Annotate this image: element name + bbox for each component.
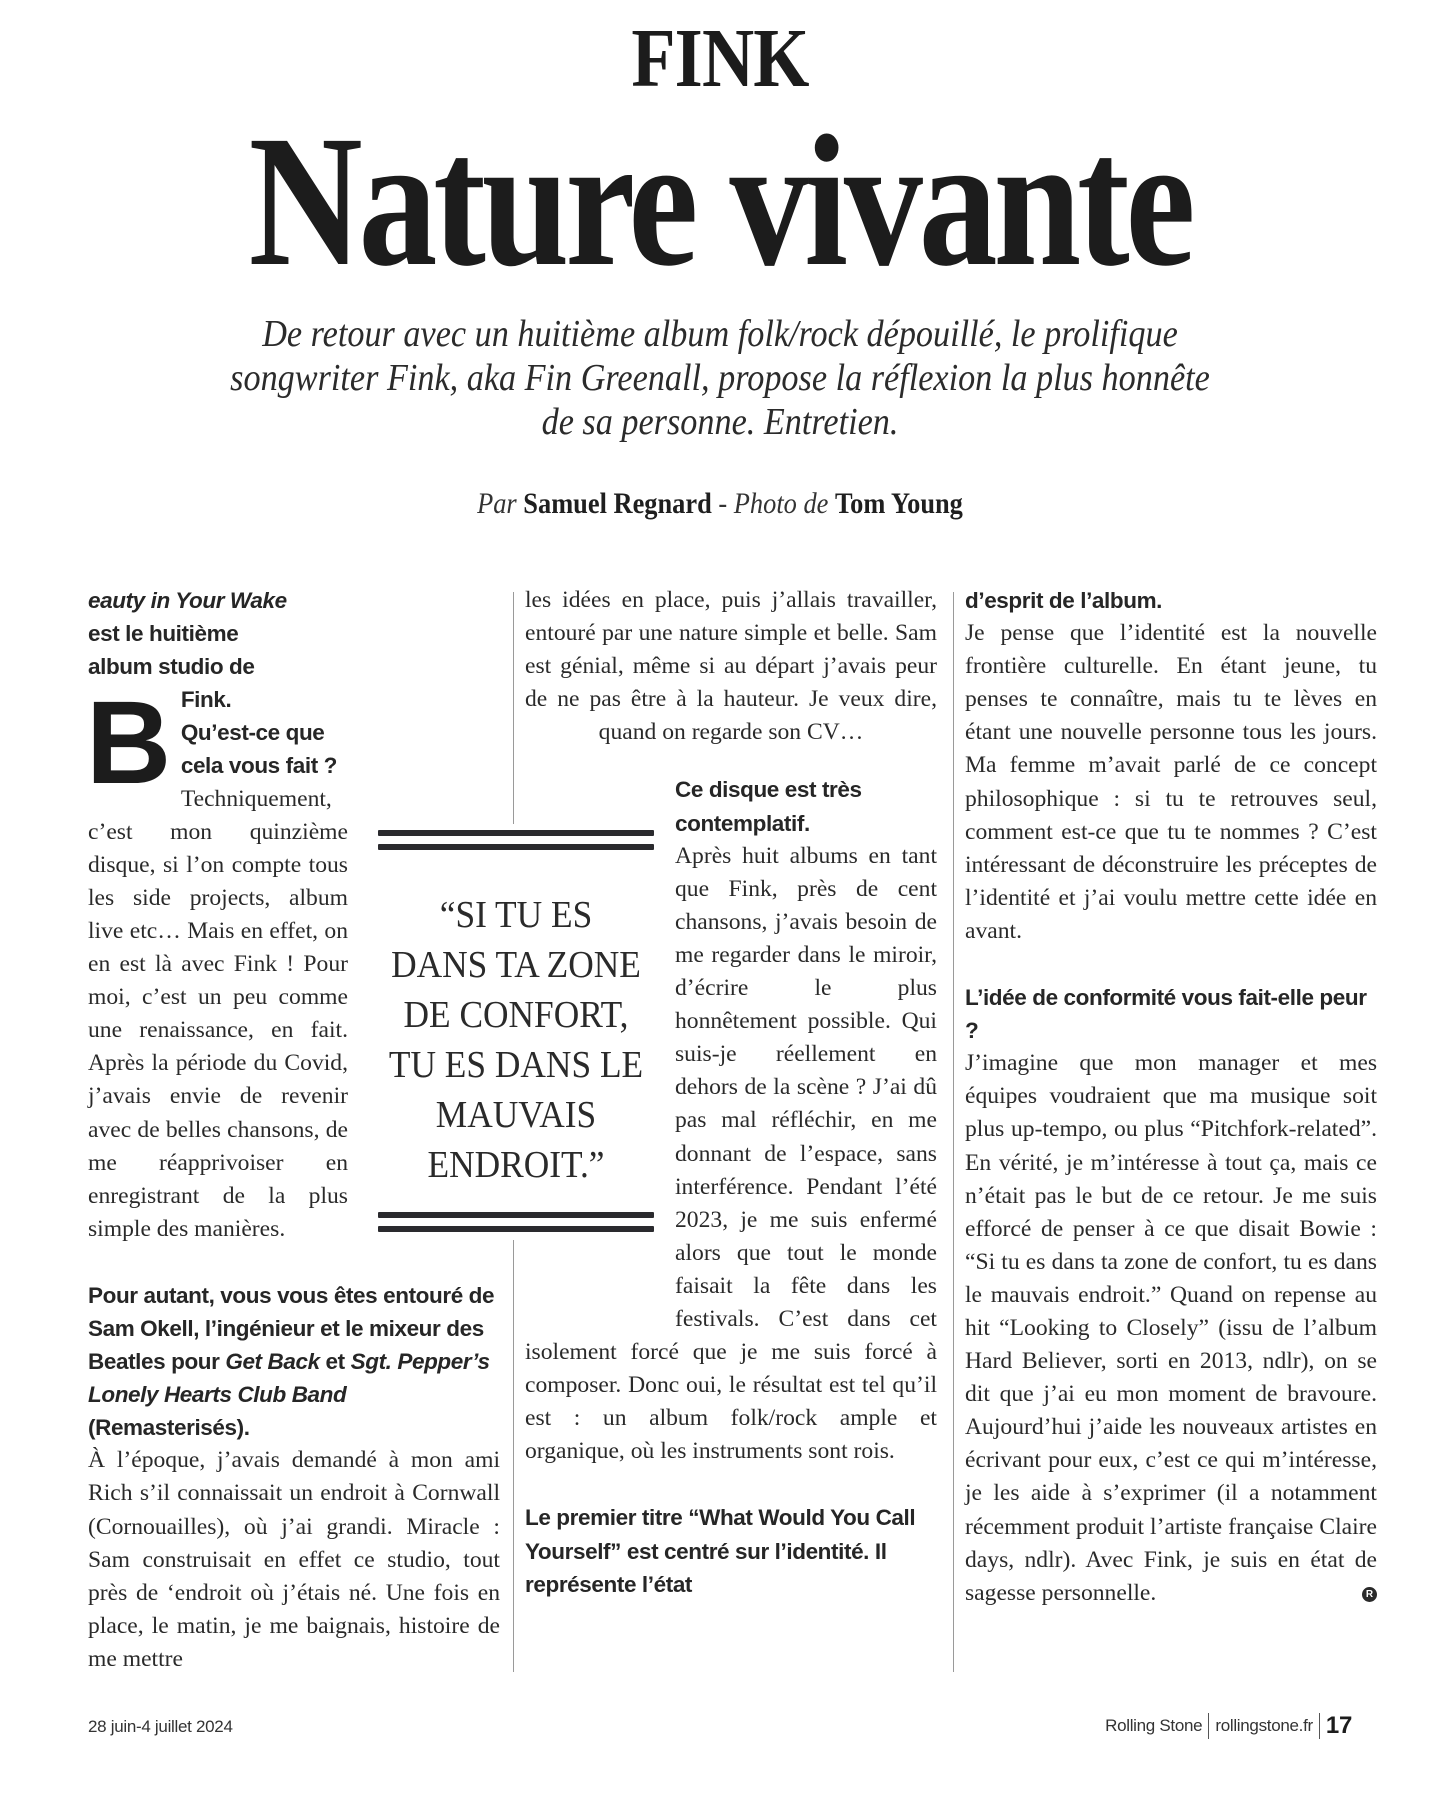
question-2: Pour autant, vous vous êtes entouré de Sam Okell, l’ingénieur et le mixeur des Beatles pour Get Back et Sgt. Pepper’s Lonely Hearts Club Band (Remasterisés). bbox=[88, 1282, 495, 1441]
album-title: eauty in Your Wake bbox=[88, 588, 287, 613]
end-of-article-icon: R bbox=[1362, 1587, 1377, 1602]
folio-separator bbox=[1208, 1713, 1209, 1739]
drop-cap: B bbox=[86, 677, 171, 809]
byline-photo-label: Photo de bbox=[733, 487, 829, 520]
answer-3: Après huit albums en tant que Fink, près de cent chansons, j’avais besoin de me regarder dans le miroir, d’écrire le plus honnêtement possible. Qui suis-je réellement en dehors de la scène ? J’ai dû pas mal réfléchir, en me donnant de l’espace, sans interférence. Pendant l’été 2023, je me suis enfermé alors que tout le monde faisait la fête dans les festivals. C’est dans cet isolement forcé que je me suis forcé à composer. Donc oui, le résultat est tel qu’il est : un album folk/rock ample et organique, où les instruments sont rois. bbox=[525, 842, 937, 1465]
byline-author: Samuel Regnard bbox=[523, 487, 712, 520]
kicker-artist-name: FINK bbox=[631, 12, 809, 105]
issue-date: 28 juin-4 juillet 2024 bbox=[88, 1717, 233, 1736]
folio bbox=[1105, 1712, 1352, 1740]
pull-quote-text: “SI TU ES DANS TA ZONE DE CONFORT, TU ES DANS LE MAUVAIS ENDROIT.” bbox=[388, 894, 644, 1186]
column-divider-1-top bbox=[513, 592, 514, 824]
answer-5: J’imagine que mon manager et mes équipes voudraient que ma musique soit plus up-tempo, ou plus “Pitchfork-related”. En vérité, je m’intéresse à tout ça, mais ce n’était pas le but de ce retour. Je me suis efforcé de penser à ce que disait Bowie : “Si tu es dans ta zone de confort, tu es dans le mauvais endroit.” Quand on repense au hit “Looking to Closely” (issu de l’album Hard Believer, sorti en 2013, ndlr), on se dit que j’ai eu mon moment de bravoure. Aujourd’hui j’aide les nouveaux artistes en écrivant pour eux, c’est ce qui m’intéresse, je les aide à s’exprimer (il a notamment récemment produit l’artiste française Claire days, ndlr). Avec Fink, je suis en état de sagesse personnelle. R bbox=[965, 1050, 1377, 1606]
answer-1: Techniquement, c’est mon quinzième disque, si l’on compte tous les side projects, album live etc… Mais en effet, on en est là avec Fink ! Pour moi, c’est un peu comme une renaissance, en fait. Après la période du Covid, j’avais envie de revenir avec de belles chansons, de me réapprivoiser en enregistrant de la plus simple des manières. bbox=[88, 785, 348, 1242]
pull-quote-bottom-rule bbox=[378, 1212, 654, 1234]
byline bbox=[86, 486, 1353, 522]
byline-separator: - bbox=[718, 487, 728, 520]
headline: Nature vivante bbox=[248, 96, 1192, 305]
question-5: L’idée de conformité vous fait-elle peur ? bbox=[965, 985, 1367, 1044]
question-4-continued: d’esprit de l’album. bbox=[965, 588, 1163, 613]
question-1: B eauty in Your Wake est le huitième album studio de Fink. Qu’est-ce que cela vous fait ? bbox=[86, 588, 337, 809]
question-4: Le premier titre “What Would You Call Yourself” est centré sur l’identité. Il représente l’état bbox=[525, 1505, 916, 1597]
publication-name: Rolling Stone bbox=[1105, 1716, 1203, 1735]
answer-4: Je pense que l’identité est la nouvelle frontière culturelle. En étant jeune, tu penses te connaître, mais tu te lèves en étant une nouvelle personne tous les jours. Ma femme m’avait parlé de ce concept philosophique : si tu te retrouves seul, comment est-ce que tu te nommes ? C’est intéressant de déconstruire les préceptes de l’identité et j’ai voulu mettre cette idée en avant. bbox=[965, 620, 1377, 944]
article-column-3 bbox=[965, 584, 1377, 1610]
question-3: Ce disque est très contemplatif. bbox=[675, 777, 862, 836]
website: rollingstone.fr bbox=[1215, 1716, 1313, 1735]
byline-photographer: Tom Young bbox=[834, 487, 963, 520]
pull-quote-top-rule bbox=[378, 830, 654, 852]
byline-par-label: Par bbox=[477, 487, 517, 520]
page-number: 17 bbox=[1325, 1712, 1352, 1739]
pull-quote bbox=[378, 830, 658, 1234]
column-divider-1-bottom bbox=[513, 1240, 514, 1672]
column-divider-2 bbox=[953, 592, 954, 1672]
folio-separator bbox=[1319, 1713, 1320, 1739]
standfirst: De retour avec un huitième album folk/rock dépouillé, le prolifique songwriter Fink, aka Fin Greenall, propose la réflexion la plus honnête de sa personne. Entretien. bbox=[230, 313, 1210, 443]
answer-2-part-2: les idées en place, puis j’allais travailler, entouré par une nature simple et belle. Sam est génial, même si au départ j’avais peur de ne pas être à la hauteur. Je veux dire, quand on regarde son CV… bbox=[525, 587, 937, 746]
answer-2-part-1: À l’époque, j’avais demandé à mon ami Rich s’il connaissait un endroit à Cornwall (Cornouailles), où j’ai grandi. Miracle : Sam construisait en effet ce studio, tout près de ‘endroit où j’étais né. Une fois en place, le matin, je me baignais, histoire de me mettre bbox=[88, 1447, 500, 1672]
